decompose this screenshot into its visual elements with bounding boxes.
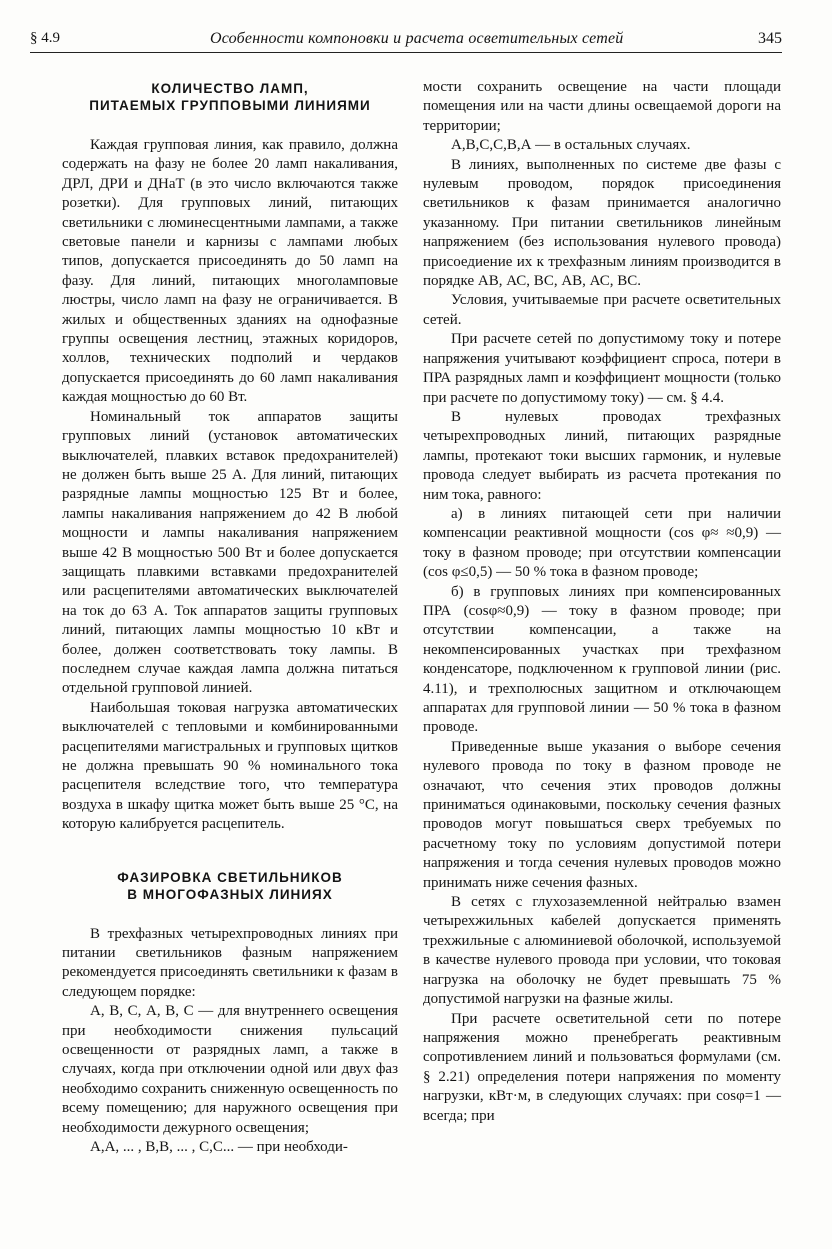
paragraph: В линиях, выполненных по системе две фазы с нулевым проводом, порядок присоединения светильников к фазам принимается аналогично указанному. При питании светильников линейным напряжением (без использования нулевого провода) присоедиение их к трехфазным линиям производится в порядке АВ, АС, ВС, АВ, АС, ВС. bbox=[423, 156, 781, 290]
paragraph: б) в групповых линиях при компенсированных ПРА (cosφ≈0,9) — току в фазном проводе; при отсутствии компенсации, а также на некомпенсированных участках при трехфазном конденсаторе, подключенном к групповой линии (рис. 4.11), и трехполюсных защитном и отключающем аппаратах для групповой линии — 50 % тока в фазном проводе. bbox=[423, 583, 781, 736]
right-column bbox=[423, 78, 781, 1126]
page-number: 345 bbox=[758, 30, 782, 47]
paragraph: А, В, С, А, В, С — для внутреннего освещения при необходимости снижения пульсаций освещенности от разрядных ламп, а также в случаях, когда при отключении одной или двух фаз необходимо сохранить сниженную освещенность по всему помещению; для наружного освещения при необходимости дежурного освещения; bbox=[62, 1003, 398, 1136]
paragraph: Номинальный ток аппаратов защиты групповых линий (установок автоматических выключателей, плавких вставок предохранителей) не должен быть выше 25 А. Для линий, питающих разрядные лампы мощностью 125 Вт и более, лампы накаливания напряжением до 42 В любой мощности и лампы накаливания напряжением выше 42 В мощностью 500 Вт и более допускается защищать плавкими вставками предохранителей или расцепителями автоматических выключателей на ток до 63 А. Ток аппаратов защиты групповых линий, питающих лампы мощностью 10 кВт и более, должен соответствовать току лампы. В последнем случае каждая лампа должна питаться отдельной групповой линией. bbox=[62, 408, 398, 697]
left-column bbox=[62, 74, 398, 1158]
running-header bbox=[30, 22, 782, 53]
paragraph: Каждая групповая линия, как правило, должна содержать на фазу не более 20 ламп накаливания, ДРЛ, ДРИ и ДНаТ (в это число включаются также розетки). Для групповых линий, питающих светильники с люминесцентными лампами, а также световые панели и карнизы с лампами любых типов, допускается присоединять до 50 ламп на фазу. Для линий, питающих многоламповые люстры, число ламп на фазу не ограничивается. В жилых и общественных зданиях на однофазные группы освещения лестниц, этажных коридоров, холлов, технических подполий и чердаков допускается присоединять до 60 ламп накаливания каждая мощностью до 60 Вт. bbox=[62, 137, 398, 406]
paragraph: В сетях с глухозаземленной нейтралью взамен четырехжильных кабелей допускается применять трехжильные с алюминиевой оболочкой, используемой в качестве нулевого провода при условии, что токовая нагрузка на оболочку не будет превышать 75 % допустимой нагрузки на фазные жилы. bbox=[423, 894, 781, 1008]
heading-line: ПИТАЕМЫХ ГРУППОВЫМИ ЛИНИЯМИ bbox=[89, 98, 371, 113]
paragraph: В нулевых проводах трехфазных четырехпроводных линий, питающих разрядные лампы, протекают токи высших гармоник, и нулевые провода следует выбирать из расчета протекания по ним тока, равного: bbox=[423, 408, 781, 503]
running-title: Особенности компоновки и расчета осветительных сетей bbox=[210, 30, 624, 47]
heading-line: ФАЗИРОВКА СВЕТИЛЬНИКОВ bbox=[117, 869, 343, 885]
heading-line: В МНОГОФАЗНЫХ ЛИНИЯХ bbox=[127, 886, 333, 902]
paragraph: При расчете осветительной сети по потере напряжения можно пренебрегать реактивным сопротивлением линий и пользоваться формулами (см. § 2.21) определения потери напряжения по моменту нагрузки, кВт·м, в следующих случаях: при cosφ=1 — всегда; при bbox=[423, 1010, 781, 1124]
paragraph-continued: мости сохранить освещение на части площади помещения или на части длины освещаемой дороги на территории; bbox=[423, 79, 781, 134]
heading-phasing bbox=[62, 869, 398, 903]
section-number: § 4.9 bbox=[30, 30, 60, 46]
paragraph: а) в линиях питающей сети при наличии компенсации реактивной мощности (cos φ≈ ≈0,9) — току в фазном проводе; при отсутствии компенсации (cos φ≤0,5) — 50 % тока в фазном проводе; bbox=[423, 505, 781, 581]
paragraph: При расчете сетей по допустимому току и потере напряжения учитывают коэффициент спроса, потери в ПРА разрядных ламп и коэффициент мощности (только при расчете по допустимому току) — см. § 4.4. bbox=[423, 331, 781, 406]
paragraph: А,В,С,С,В,А — в остальных случаях. bbox=[451, 137, 691, 154]
paragraph: Условия, учитываемые при расчете осветительных сетей. bbox=[423, 292, 781, 328]
paragraph: А,А, ... , В,В, ... , С,С... — при необходи- bbox=[90, 1139, 348, 1156]
paragraph: Приведенные выше указания о выборе сечения нулевого провода по току в фазном проводе не означают, что сечения этих проводов должны приниматься одинаковыми, поскольку сечения фазных проводов могут повышаться сверх требуемых по расчетному току по условиям допустимой потери напряжения и тогда сечения нулевых проводов можно принимать ниже сечения фазных. bbox=[423, 738, 781, 891]
heading-lamp-count bbox=[62, 80, 398, 114]
paragraph: В трехфазных четырехпроводных линиях при питании светильников фазным напряжением рекомендуется присоединять светильники к фазам в следующем порядке: bbox=[62, 925, 398, 1000]
heading-line: КОЛИЧЕСТВО ЛАМП, bbox=[151, 81, 309, 96]
paragraph: Наибольшая токовая нагрузка автоматических выключателей с тепловыми и комбинированными расцепителями магистральных и групповых щитков не должна превышать 90 % номинального тока расцепителя вследствие того, что температура воздуха в шкафу щитка может быть выше 25 °С, на которую калибруется расцепитель. bbox=[62, 699, 398, 833]
